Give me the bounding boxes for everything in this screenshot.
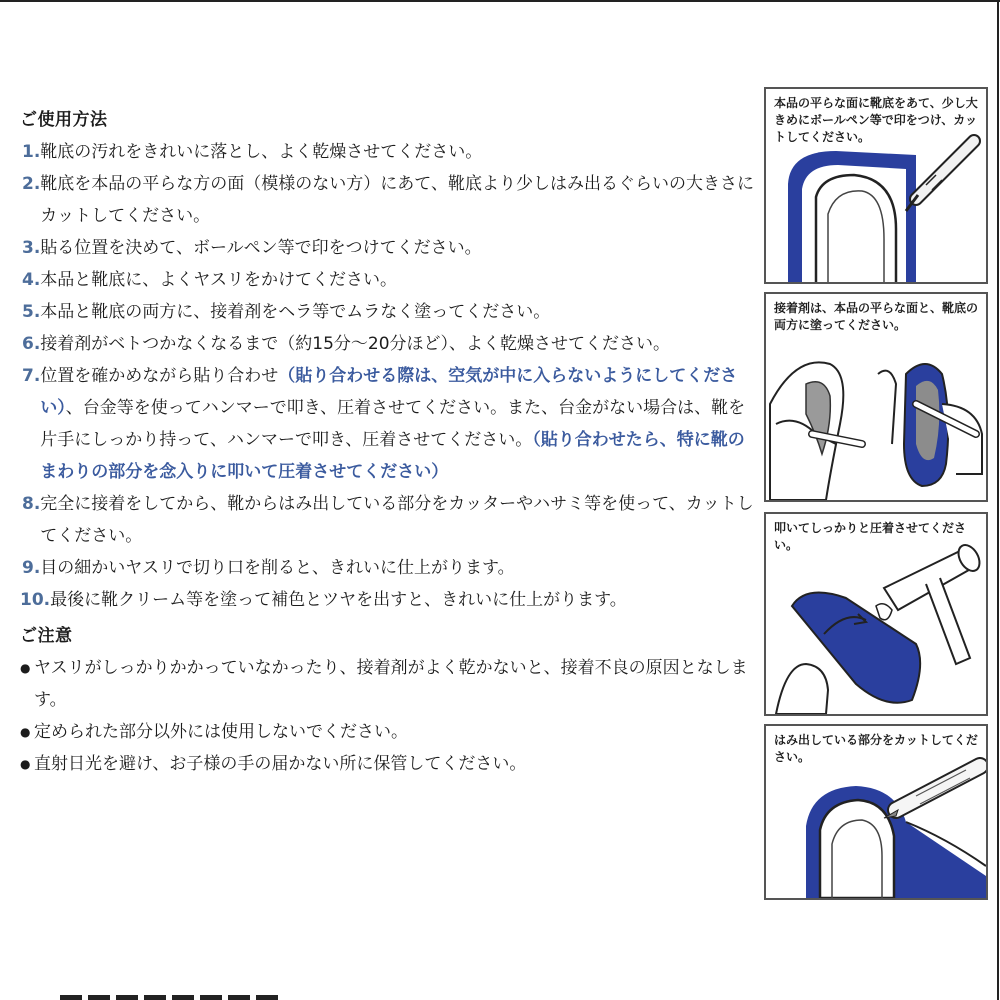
top-border — [0, 0, 1000, 2]
caution-note-2 — [20, 716, 755, 748]
step-text: 目の細かいヤスリで切り口を削ると、きれいに仕上がります。 — [40, 558, 515, 578]
illustration-panel-3 — [764, 512, 988, 716]
step-text: 靴底の汚れをきれいに落とし、よく乾燥させてください。 — [40, 142, 483, 162]
step-text: 靴底を本品の平らな方の面（模様のない方）にあて、靴底より少しはみ出るぐらいの大きさにカットしてください。 — [40, 174, 754, 226]
illustration-panel-1 — [764, 87, 988, 284]
step-10 — [20, 584, 755, 616]
step-text-part: 、台金等を使ってハンマーで叩き、圧着させてください。また、台金がない場合は、靴を片手にしっかり持って、ハンマーで叩き、圧着させてください。 — [40, 398, 746, 450]
step-number: 5. — [22, 302, 41, 322]
step-text: 本品と靴底に、よくヤスリをかけてください。 — [40, 270, 397, 290]
usage-title: ご使用方法 — [20, 110, 108, 130]
step-text: 完全に接着をしてから、靴からはみ出している部分をカッターやハサミ等を使って、カットしてください。 — [40, 494, 754, 546]
note-text: 直射日光を避け、お子様の手の届かない所に保管してください。 — [34, 754, 527, 774]
highlight-note: （貼り合わせたら、特に靴のまわりの部分を念入りに叩いて圧着させてください） — [40, 430, 745, 482]
caution-note-1 — [20, 652, 755, 716]
instructions-column — [20, 106, 755, 780]
step-number: 10. — [20, 590, 51, 610]
step-8 — [20, 488, 755, 552]
step-number: 1. — [22, 142, 41, 162]
step-text-part: 位置を確かめながら貼り合わせ — [40, 366, 279, 386]
step-number: 7. — [22, 366, 41, 386]
illustration-panel-2 — [764, 292, 988, 502]
step-number: 2. — [22, 174, 41, 194]
cropped-text-fragment — [60, 990, 320, 1000]
note-text: ヤスリがしっかりかかっていなかったり、接着剤がよく乾かないと、接着不良の原因となします。 — [34, 658, 748, 710]
caution-note-3 — [20, 748, 755, 780]
bullet-icon: ● — [20, 725, 31, 739]
bullet-icon: ● — [20, 757, 31, 771]
step-7 — [20, 360, 755, 488]
step-2 — [20, 168, 755, 232]
note-text: 定められた部分以外には使用しないでください。 — [34, 722, 408, 742]
illustration-panel-4 — [764, 724, 988, 900]
step-9 — [20, 552, 755, 584]
step-text: 接着剤がベトつかなくなるまで（約15分〜20分ほど）、よく乾燥させてください。 — [40, 334, 671, 354]
panel-caption: はみ出している部分をカットしてください。 — [774, 733, 978, 764]
step-number: 6. — [22, 334, 41, 354]
step-number: 9. — [22, 558, 41, 578]
step-6 — [20, 328, 755, 360]
panel-caption: 本品の平らな面に靴底をあて、少し大きめにボールペン等で印をつけ、カットしてください。 — [774, 96, 978, 144]
caution-title: ご注意 — [20, 626, 73, 646]
highlight-note: （貼り合わせる際は、空気が中に入らないようにしてください） — [40, 366, 738, 418]
step-1 — [20, 136, 755, 168]
step-number: 4. — [22, 270, 41, 290]
step-text: 最後に靴クリーム等を塗って補色とツヤを出すと、きれいに仕上がります。 — [50, 590, 627, 610]
step-4 — [20, 264, 755, 296]
step-number: 3. — [22, 238, 41, 258]
panel-caption: 接着剤は、本品の平らな面と、靴底の両方に塗ってください。 — [774, 301, 979, 332]
panel-caption: 叩いてしっかりと圧着させてください。 — [774, 521, 967, 552]
step-3 — [20, 232, 755, 264]
step-text: 本品と靴底の両方に、接着剤をヘラ等でムラなく塗ってください。 — [40, 302, 551, 322]
step-5 — [20, 296, 755, 328]
bullet-icon: ● — [20, 661, 31, 675]
step-number: 8. — [22, 494, 41, 514]
right-border — [997, 0, 999, 1000]
step-text — [40, 360, 755, 488]
step-text: 貼る位置を決めて、ボールペン等で印をつけてください。 — [40, 238, 482, 258]
